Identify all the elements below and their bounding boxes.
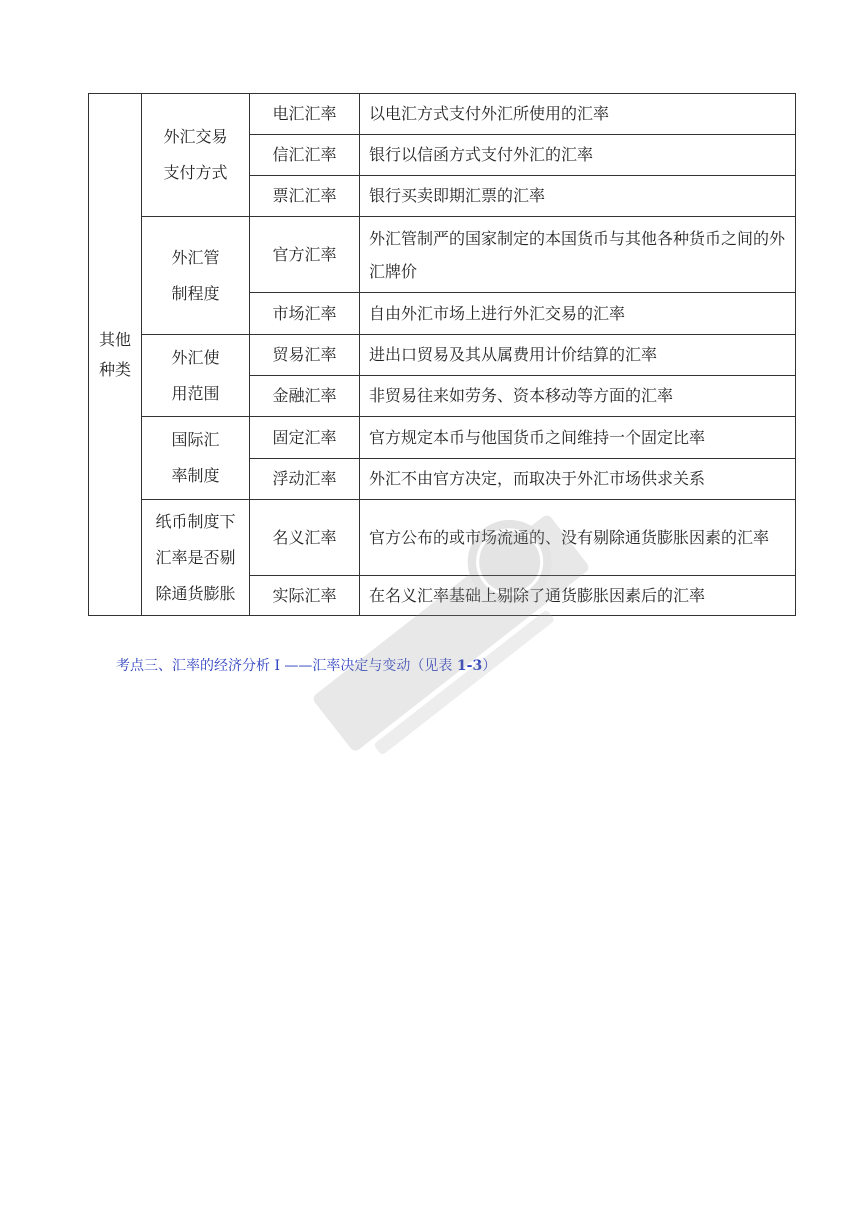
category-label: 种类 xyxy=(98,359,131,379)
group-label: 外汇管 xyxy=(171,247,220,267)
rate-type: 贸易汇率 xyxy=(250,335,360,376)
rate-description: 官方规定本币与他国货币之间维持一个固定比率 xyxy=(360,417,796,459)
caption-text: 考点三、汇率的经济分析 I ——汇率决定与变动（见表 xyxy=(116,658,457,674)
rate-description: 非贸易往来如劳务、资本移动等方面的汇率 xyxy=(360,376,796,417)
rate-type: 固定汇率 xyxy=(250,417,360,459)
caption-close: ） xyxy=(482,658,497,674)
rate-type: 官方汇率 xyxy=(250,217,360,293)
group-label: 用范围 xyxy=(171,383,220,403)
category-cell xyxy=(89,94,142,616)
rate-type: 票汇汇率 xyxy=(250,176,360,217)
rate-description: 自由外汇市场上进行外汇交易的汇率 xyxy=(360,293,796,335)
rate-type: 信汇汇率 xyxy=(250,135,360,176)
group-label: 除通货膨胀 xyxy=(155,583,236,603)
rate-description: 以电汇方式支付外汇所使用的汇率 xyxy=(360,94,796,135)
rate-description: 进出口贸易及其从属费用计价结算的汇率 xyxy=(360,335,796,376)
group-label: 支付方式 xyxy=(163,163,228,182)
group-label: 汇率是否剔 xyxy=(155,547,236,567)
group-cell xyxy=(142,500,250,616)
table-row xyxy=(89,335,796,376)
rate-type: 浮动汇率 xyxy=(250,459,360,500)
group-cell xyxy=(142,417,250,500)
rate-type: 实际汇率 xyxy=(250,576,360,616)
rate-type: 市场汇率 xyxy=(250,293,360,335)
exchange-rate-table xyxy=(88,93,796,616)
table-row xyxy=(89,417,796,459)
category-label: 其他 xyxy=(98,329,131,349)
section-caption xyxy=(116,655,496,675)
rate-description: 银行以信函方式支付外汇的汇率 xyxy=(360,135,796,176)
table-row xyxy=(89,500,796,576)
rate-description: 银行买卖即期汇票的汇率 xyxy=(360,176,796,217)
rate-description: 外汇不由官方决定，而取决于外汇市场供求关系 xyxy=(360,459,796,500)
group-cell xyxy=(142,217,250,335)
group-cell xyxy=(142,94,250,217)
rate-description: 官方公布的或市场流通的、没有剔除通货膨胀因素的汇率 xyxy=(360,500,796,576)
rate-type: 电汇汇率 xyxy=(250,94,360,135)
rate-type: 金融汇率 xyxy=(250,376,360,417)
table-row xyxy=(89,94,796,135)
group-cell xyxy=(142,335,250,417)
rate-description: 外汇管制严的国家制定的本国货币与其他各种货币之间的外汇牌价 xyxy=(360,217,796,293)
group-label: 外汇交易 xyxy=(163,127,228,146)
rate-type: 名义汇率 xyxy=(250,500,360,576)
table-row xyxy=(89,217,796,293)
group-label: 纸币制度下 xyxy=(155,511,236,531)
caption-table-ref: 1-3 xyxy=(456,658,483,674)
group-label: 外汇使 xyxy=(171,347,220,367)
group-label: 国际汇 xyxy=(171,430,220,449)
group-label: 制程度 xyxy=(171,283,220,303)
rate-description: 在名义汇率基础上剔除了通货膨胀因素后的汇率 xyxy=(360,576,796,616)
group-label: 率制度 xyxy=(171,466,220,485)
